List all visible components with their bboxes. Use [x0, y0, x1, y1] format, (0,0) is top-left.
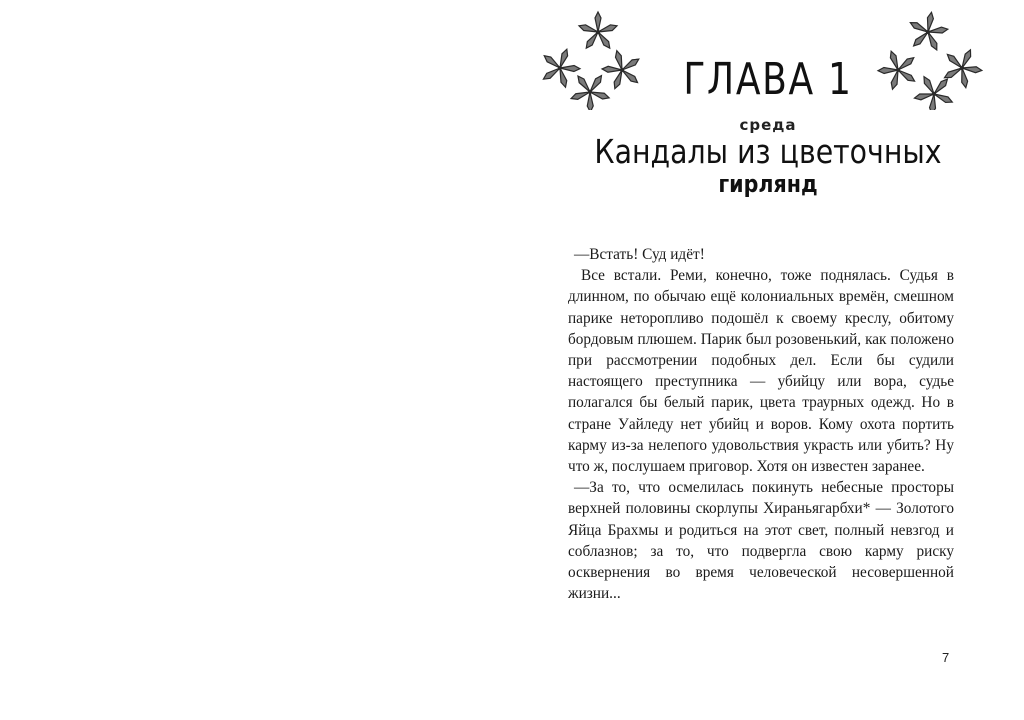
body-text [568, 244, 954, 604]
paragraph: —Встать! Суд идёт! [574, 246, 705, 263]
page-number: 7 [942, 650, 950, 665]
chapter-name-line2: гирлянд [718, 170, 818, 198]
chapter-name [548, 134, 988, 198]
chapter-title: ГЛАВА 1 [683, 54, 853, 105]
right-page [512, 0, 1024, 720]
paragraph: Все встали. Реми, конечно, тоже поднялась. Судья в длинном, по обычаю ещё колониальных времён, смешном парике неторопливо подошёл к своему креслу, обитому бордовым плюшем. Парик был розовенький, как положено при рассмотрении подобных дел. Если бы судили настоящего преступника — убийцу или вора, судье полагался бы белый парик, цвета траурных одежд. Но в стране Уайледу нет убийц и воров. Кому охота портить карму из-за нелепого удовольствия украсть или убить? Ну что ж, послушаем приговор. Хотя он известен заранее. [568, 267, 954, 476]
chapter-day: среда [739, 116, 797, 134]
chapter-name-line1: Кандалы из цветочных [594, 132, 942, 171]
paragraph: —За то, что осмелилась покинуть небесные просторы верхней половины скорлупы Хираньягарбхи* — Золотого Яйца Брахмы и родиться на этот свет, полный невзгод и соблазнов; за то, что подвергла свою карму риску осквернения во время человеческой несовершенной жизни... [568, 479, 954, 603]
